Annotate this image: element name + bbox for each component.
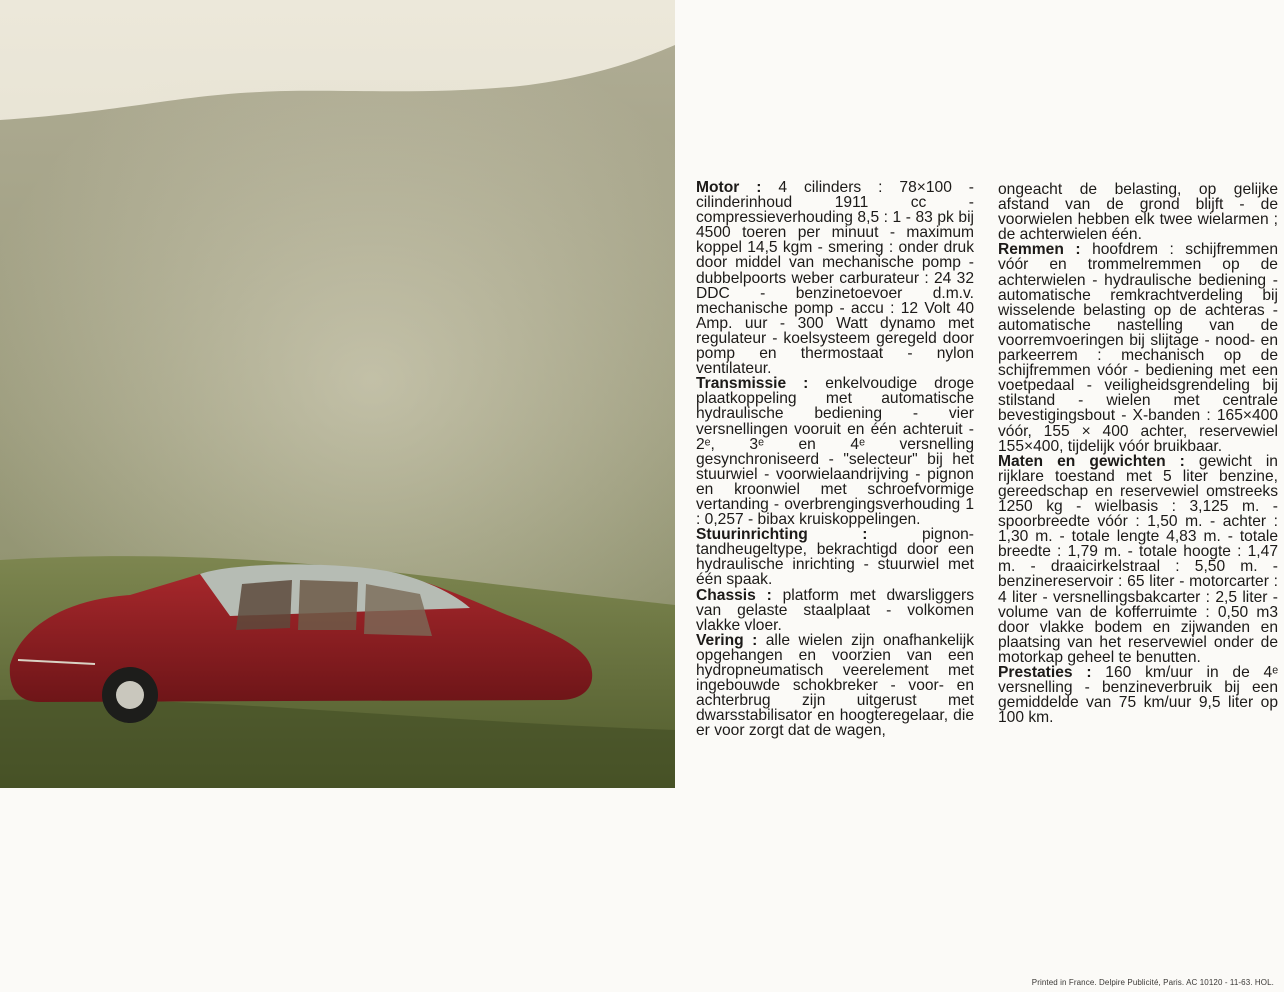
car-window-middle <box>298 580 358 630</box>
car-in-misty-landscape-photo <box>0 0 675 788</box>
spec-column-left <box>696 180 974 738</box>
spec-prestaties: Prestaties : 160 km/uur in de 4ᵉ versnelling - benzineverbruik bij een gemiddelde van 75 km/uur 9,5 liter op 100 km. <box>998 664 1278 727</box>
spec-vering: Vering : alle wielen zijn onafhankelijk opgehangen en voorzien van een hydropneumatisch veerelement met ingebouwde schokbreker - voor- en achterbrug zijn uitgerust met dwarsstabilisator en hoogteregelaar, die er voor zorgt dat de wagen, <box>696 631 974 740</box>
spec-vering-continued: ongeacht de belasting, op gelijke afstand van de grond blijft - de voorwielen hebben elk twee wielarmen ; de achterwielen één. <box>998 181 1278 244</box>
spec-column-right <box>998 182 1278 725</box>
spec-maten-en-gewichten: Maten en gewichten : gewicht in rijklare toestand met 5 liter benzine, gereedschap en reservewiel omstreeks 1250 kg - wielbasis : 3,125 m. - spoorbreedte vóór : 1,50 m. - achter : 1,30 m. - totale lengte 4,83 m. - totale breedte : 1,79 m. - totale hoogte : 1,47 m. - draaicirkelstraal : 5,50 m. - benzinereservoir : 65 liter - motorcarter : 4 liter - versnellingsbakcarter : 2,5 liter - volume van de kofferruimte : 0,50 m3 door vlakke bodem en zijwanden en plaatsing van het reservewiel onder de motorkap geheel te benutten. <box>998 452 1278 666</box>
spec-stuurinrichting: Stuurinrichting : pignon-tandheugeltype, bekrachtigd door een hydraulische inrichting - stuurwiel met één spaak. <box>696 526 974 589</box>
car-front-hubcap <box>116 681 144 709</box>
spec-transmissie: Transmissie : enkelvoudige droge plaatkoppeling met automatische hydraulische bediening - vier versnellingen vooruit en één achteruit - 2ᵉ, 3ᵉ en 4ᵉ versnelling gesynchroniseerd - "selecteur" bij het stuurwiel - voorwielaandrijving - pignon en kroonwiel met schroefvormige vertanding - overbrengingsverhouding 1 : 0,257 - bibax kruiskoppelingen. <box>696 375 974 529</box>
car-photo <box>0 0 675 788</box>
printer-imprint: Printed in France. Delpire Publicité, Paris. AC 10120 - 11-63. HOL. <box>1031 978 1274 987</box>
spec-chassis: Chassis : platform met dwarsliggers van gelaste staalplaat - volkomen vlakke vloer. <box>696 586 974 634</box>
spec-motor: Motor : 4 cilinders : 78×100 - cilinderinhoud 1911 cc - compressieverhouding 8,5 : 1 - 83 pk bij 4500 toeren per minuut - maximum koppel 14,5 kgm - smering : onder druk door middel van mechanische pomp - dubbelpoorts weber carburateur : 24 32 DDC - benzinetoevoer d.m.v. mechanische pomp - accu : 12 Volt 40 Amp. uur - 300 Watt dynamo met regulateur - koelsysteem geregeld door pomp en thermostaat - nylon ventilateur. <box>696 179 974 378</box>
car-window-front <box>236 580 292 630</box>
spec-remmen: Remmen : hoofdrem : schijfremmen vóór en trommelremmen op de achterwielen - hydraulische bediening - automatische remkrachtverdeling bij wisselende belasting op de achteras - automatische nastelling van de voorremvoeringen bij slijtage - nood- en parkeerrem : mechanisch op de schijfremmen vóór - bediening met een voetpedaal - veiligheidsgrendeling bij stilstand - wielen met centrale bevestigingsbout - X-banden : 165×400 vóór, 155 × 400 achter, reservewiel 155×400, tijdelijk vóór bruikbaar. <box>998 241 1278 455</box>
